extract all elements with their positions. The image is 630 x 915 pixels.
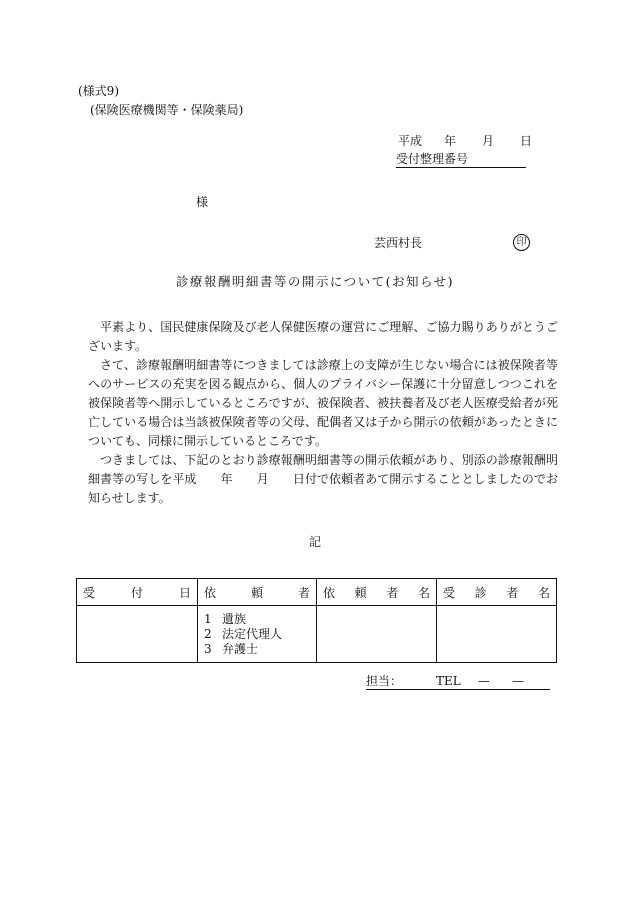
issuer-name: 芸西村長	[374, 236, 423, 250]
cell-receipt-date	[77, 606, 198, 663]
table-header-row	[77, 579, 557, 606]
addressee-honorific: 様	[196, 195, 209, 209]
form-target: (保険医療機関等・保険薬局)	[90, 103, 244, 117]
date-era: 平成	[398, 134, 423, 148]
option-number: 1	[204, 612, 212, 626]
option-number: 3	[204, 642, 212, 656]
table-row	[77, 606, 557, 663]
contact-dash: —	[478, 674, 490, 688]
header-requester-text: 依 頼 者	[204, 585, 310, 600]
option-number: 2	[204, 627, 212, 641]
header-requester	[198, 579, 317, 606]
ki-heading: 記	[308, 535, 321, 549]
requester-option	[204, 627, 310, 642]
contact-line	[366, 674, 550, 690]
request-table	[76, 578, 557, 663]
header-patient-name	[437, 579, 557, 606]
requester-option	[204, 612, 310, 627]
cell-patient-name	[437, 606, 557, 663]
option-label: 法定代理人	[222, 627, 283, 641]
body-paragraph: 平素より、国民健康保険及び老人保健医療の運営にご理解、ご協力賜りありがとうございます。	[88, 320, 558, 353]
requester-option	[204, 642, 310, 657]
contact-tel: TEL	[436, 674, 461, 688]
header-receipt-date	[77, 579, 198, 606]
header-requester-name-text: 依 頼 者 名	[323, 585, 430, 600]
header-receipt-date-text: 受 付 日	[83, 585, 191, 600]
header-patient-name-text: 受 診 者 名	[443, 585, 550, 600]
contact-dash: —	[512, 674, 524, 688]
document-title: 診療報酬明細書等の開示について(お知らせ)	[175, 274, 455, 289]
date-year: 年	[444, 134, 457, 148]
form-number: (様式9)	[78, 84, 119, 98]
receipt-number-field: 受付整理番号	[396, 152, 526, 168]
cell-requester	[198, 606, 317, 663]
option-label: 遺族	[222, 612, 247, 626]
seal-mark: 印	[513, 234, 530, 251]
option-label: 弁護士	[222, 642, 259, 656]
cell-requester-name	[317, 606, 437, 663]
header-requester-name	[317, 579, 437, 606]
body-paragraph: つきましては、下記のとおり診療報酬明細書等の開示依頼があり、別添の診療報酬明細書等の写しを平成 年 月 日付で依頼者あて開示することとしましたのでお知らせします。	[88, 453, 558, 505]
date-line	[398, 134, 532, 148]
body-paragraph: さて、診療報酬明細書等につきましては診療上の支障が生じない場合には被保険者等へのサービスの充実を図る観点から、個人のプライバシー保護に十分留意しつつこれを被保険者等へ開示しているところですが、被保険者、被扶養者及び老人医療受給者が死亡している場合は当該被保険者等の父母、配偶者又は子から開示の依頼があったときについても、同様に開示しているところです。	[88, 358, 558, 448]
body-text	[88, 318, 558, 508]
contact-label: 担当：	[366, 674, 403, 688]
date-day: 日	[520, 134, 533, 148]
date-month: 月	[482, 134, 495, 148]
